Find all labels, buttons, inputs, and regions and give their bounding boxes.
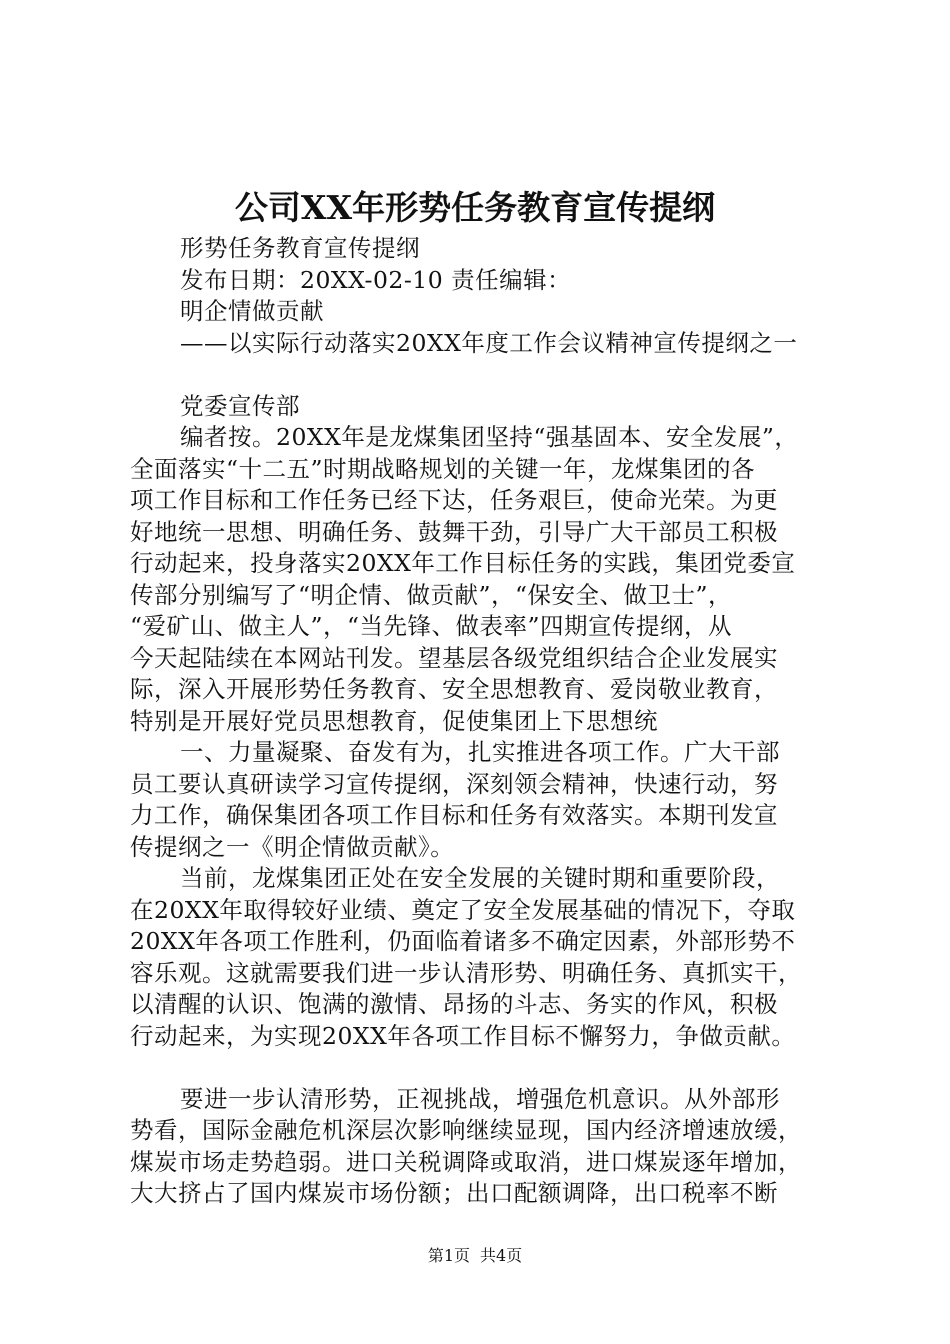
- paragraph-line: 编者按。20XX年是龙煤集团坚持“强基固本、安全发展”，: [180, 423, 799, 451]
- paragraph-current-situation: [130, 863, 835, 1052]
- paragraph-line: 好地统一思想、明确任务、鼓舞干劲，引导广大干部员工积极: [130, 517, 778, 546]
- paragraph-line: 传提纲之一《明企情做贡献》。: [130, 832, 455, 861]
- page-number: 第1页: [427, 1246, 470, 1265]
- page-footer: [0, 1244, 950, 1268]
- paragraph-line: 全面落实“十二五”时期战略规划的关键一年，龙煤集团的各: [130, 454, 756, 483]
- paragraph-line: 要进一步认清形势，正视挑战，增强危机意识。从外部形: [180, 1084, 780, 1113]
- page-total: 共4页: [480, 1246, 523, 1265]
- paragraph-line: 煤炭市场走势趋弱。进口关税调降或取消，进口煤炭逐年增加，: [130, 1147, 802, 1176]
- paragraph-line: 容乐观。这就需要我们进一步认清形势、明确任务、真抓实干，: [130, 958, 802, 987]
- paragraph-line: 行动起来，为实现20XX年各项工作目标不懈努力，争做贡献。: [130, 1021, 796, 1050]
- paragraph-line: 力工作，确保集团各项工作目标和任务有效落实。本期刊发宣: [130, 801, 778, 829]
- header-line-subtitle: 形势任务教育宣传提纲: [180, 234, 420, 262]
- blank-line: [130, 1052, 835, 1084]
- paragraph-line: 特别是开展好党员思想教育，促使集团上下思想统: [130, 706, 658, 735]
- paragraph-line: “爱矿山、做主人”，“当先锋、做表率”四期宣传提纲，从: [130, 612, 733, 640]
- document-body: [130, 233, 835, 1210]
- header-line-series: ——以实际行动落实20XX年度工作会议精神宣传提纲之一: [180, 328, 798, 357]
- paragraph-line: 势看，国际金融危机深层次影响继续显现，国内经济增速放缓，: [130, 1116, 802, 1144]
- paragraph-line: 当前，龙煤集团正处在安全发展的关键时期和重要阶段，: [180, 864, 780, 892]
- paragraph-line: 传部分别编写了“明企情、做贡献”，“保安全、做卫士”，: [130, 580, 733, 609]
- paragraph-line: 以清醒的认识、饱满的激情、昂扬的斗志、务实的作风，积极: [130, 990, 778, 1018]
- paragraph-recognize-situation: [130, 1084, 835, 1210]
- paragraph-line: 今天起陆续在本网站刊发。望基层各级党组织结合企业发展实: [130, 643, 778, 672]
- paragraph-line: 20XX年各项工作胜利，仍面临着诸多不确定因素，外部形势不: [130, 927, 796, 955]
- document-title: 公司XX年形势任务教育宣传提纲: [234, 188, 716, 227]
- paragraph-line: 员工要认真研读学习宣传提纲，深刻领会精神，快速行动，努: [130, 769, 778, 798]
- paragraph-line: 际，深入开展形势任务教育、安全思想教育、爱岗敬业教育，: [130, 675, 778, 703]
- paragraph-section-one: [130, 737, 835, 863]
- department-name: 党委宣传部: [180, 391, 300, 420]
- header-line-publish-info: 发布日期：20XX-02-10 责任编辑：: [180, 265, 572, 294]
- header-line-theme: 明企情做贡献: [180, 297, 324, 325]
- paragraph-line: 在20XX年取得较好业绩、奠定了安全发展基础的情况下，夺取: [130, 895, 796, 924]
- paragraph-editor-note: [130, 422, 835, 737]
- blank-line: [130, 359, 835, 391]
- paragraph-line: 行动起来，投身落实20XX年工作目标任务的实践，集团党委宣: [130, 549, 796, 577]
- paragraph-line: 大大挤占了国内煤炭市场份额；出口配额调降，出口税率不断: [130, 1179, 778, 1207]
- paragraph-line: 项工作目标和工作任务已经下达，任务艰巨，使命光荣。为更: [130, 486, 778, 514]
- paragraph-line: 一、力量凝聚、奋发有为，扎实推进各项工作。广大干部: [180, 738, 780, 766]
